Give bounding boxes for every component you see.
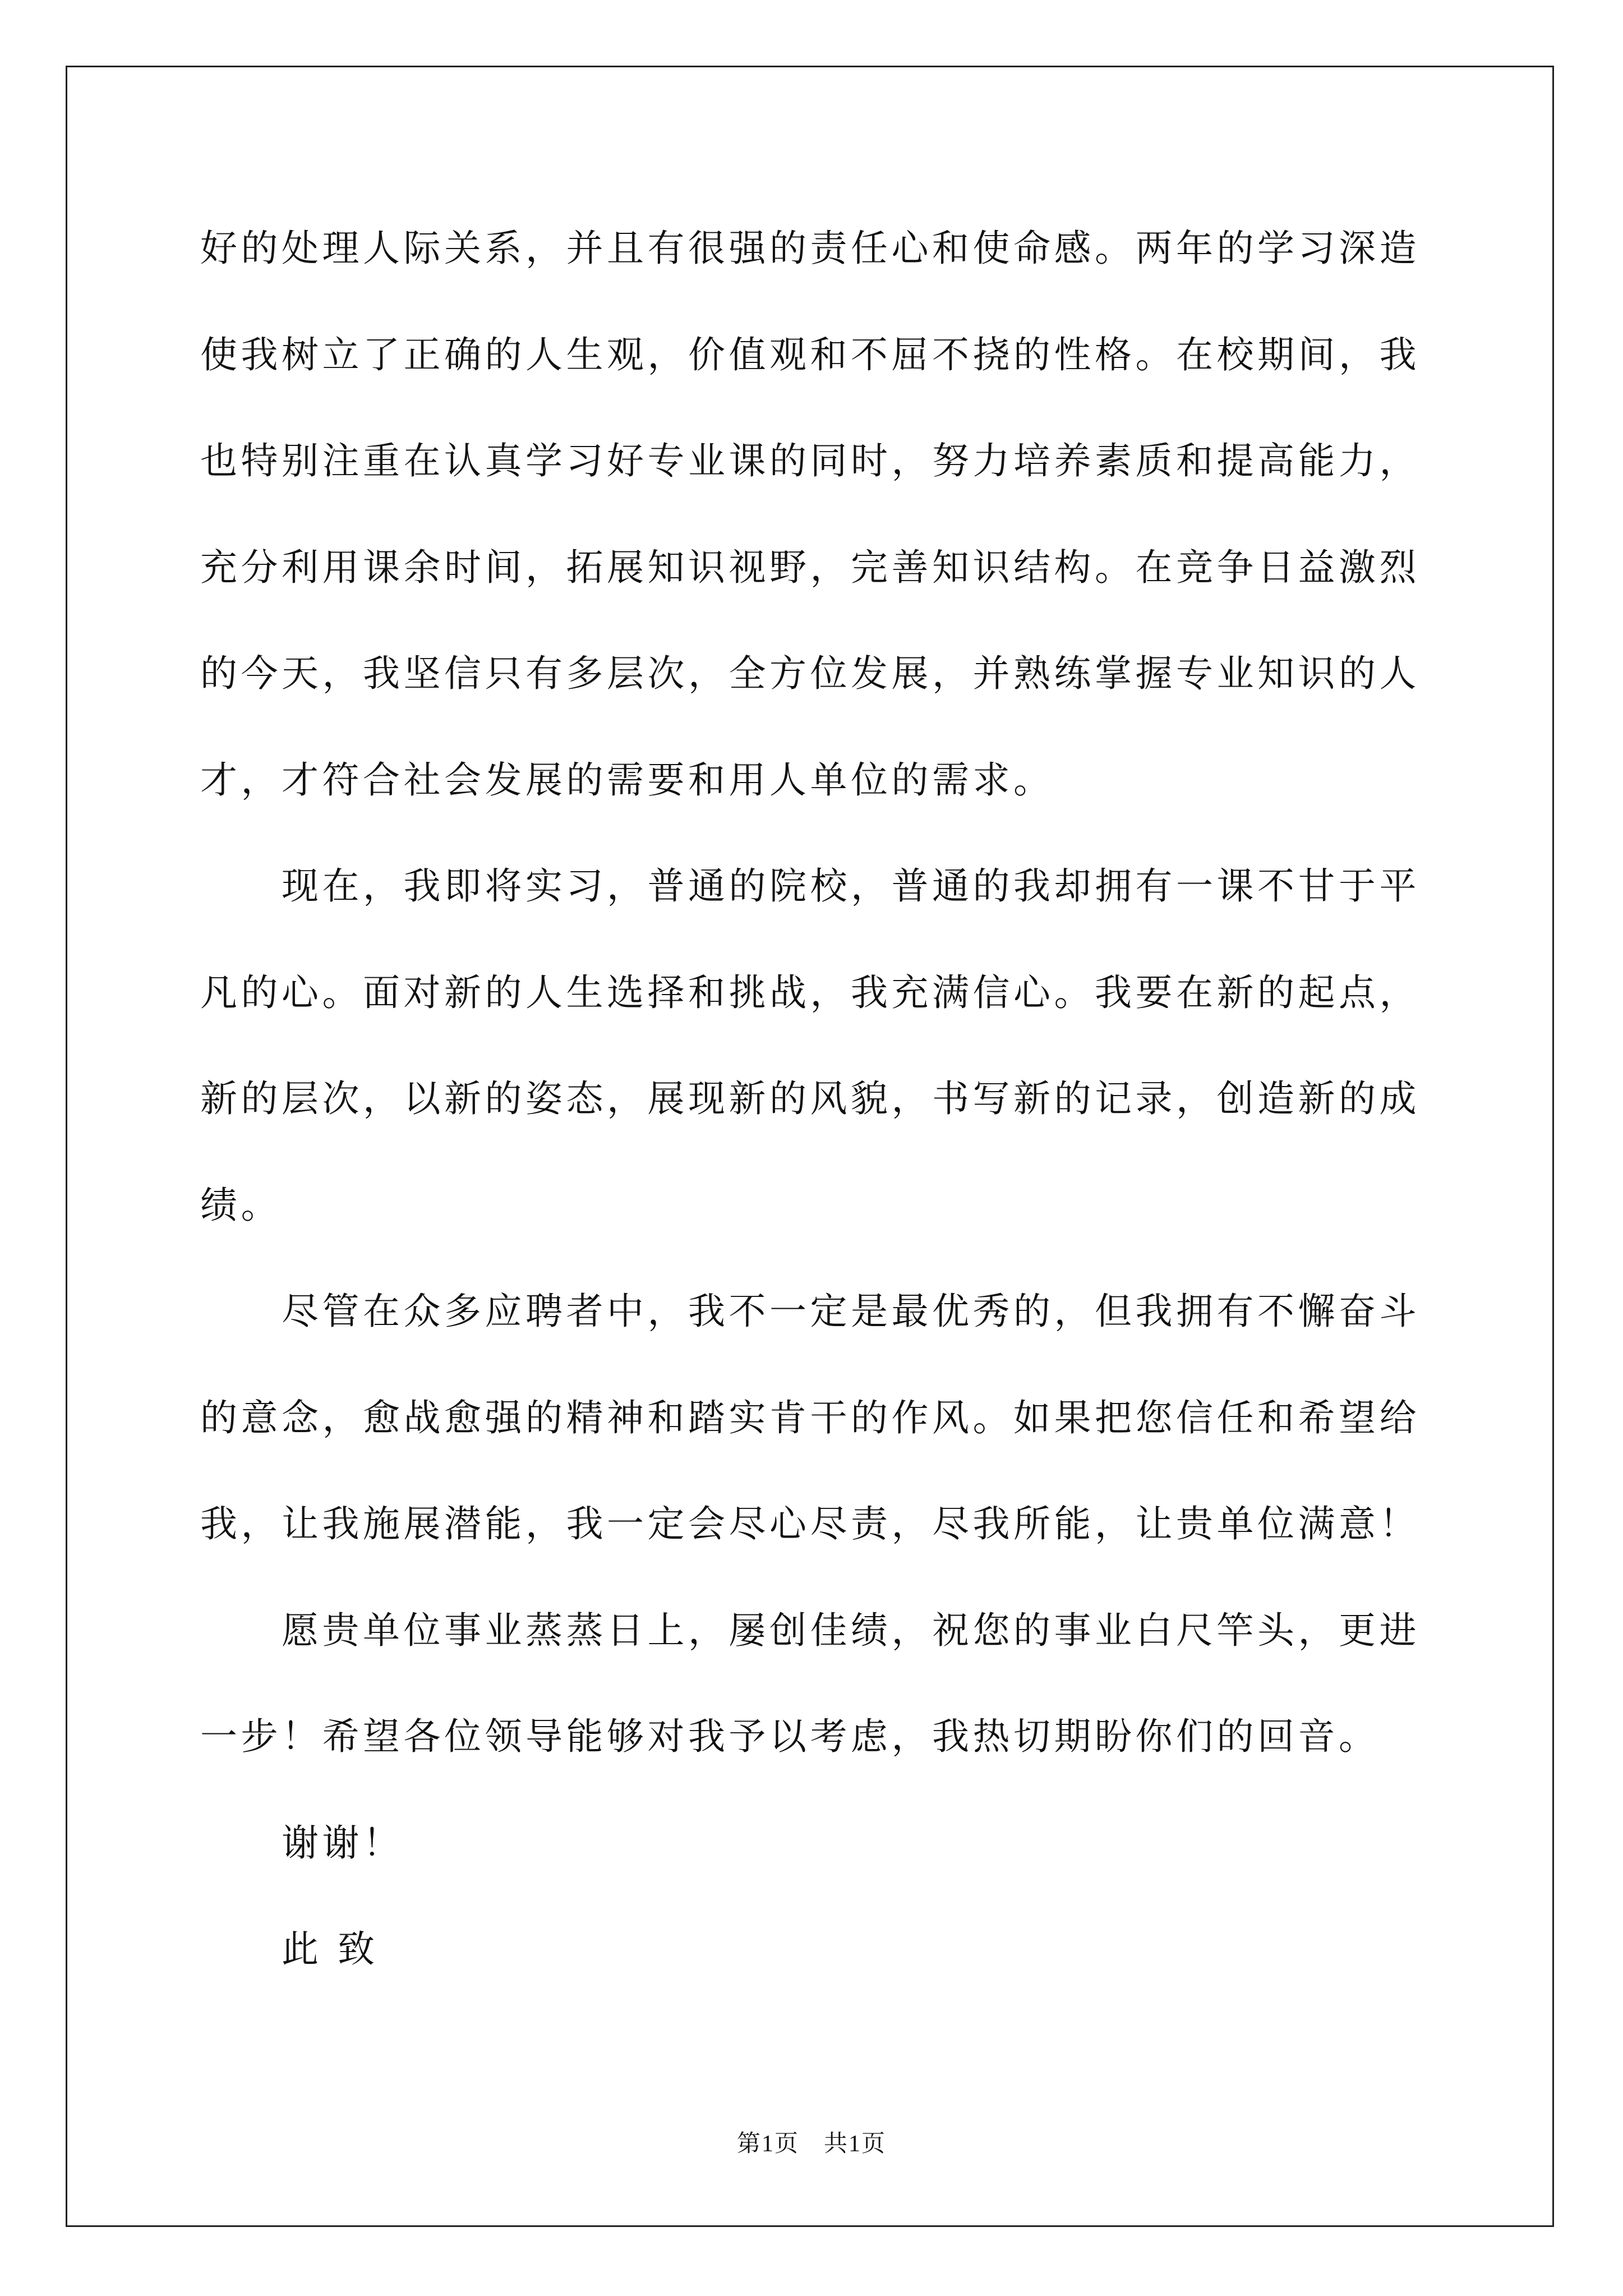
paragraph xyxy=(200,1577,1462,1790)
closing-salutation xyxy=(200,1896,1462,2003)
text-line: 使我树立了正确的人生观，价值观和不屈不挠的性格。在校期间，我 xyxy=(200,333,1420,376)
text-line: 我，让我施展潜能，我一定会尽心尽责，尽我所能，让贵单位满意！ xyxy=(200,1502,1420,1545)
text-line: 一步！希望各位领导能够对我予以考虑，我热切期盼你们的回音。 xyxy=(200,1715,1380,1758)
text-line: 的意念，愈战愈强的精神和踏实肯干的作风。如果把您信任和希望给 xyxy=(200,1396,1420,1439)
text-line: 绩。 xyxy=(200,1183,282,1227)
text-line: 愿贵单位事业蒸蒸日上，屡创佳绩，祝您的事业白尺竿头，更进 xyxy=(282,1608,1420,1652)
text-line: 好的处理人际关系，并且有很强的责任心和使命感。两年的学习深造 xyxy=(200,227,1420,270)
text-line: 此 致 xyxy=(282,1927,379,1971)
paragraph xyxy=(200,833,1462,1258)
text-line: 凡的心。面对新的人生选择和挑战，我充满信心。我要在新的起点， xyxy=(200,970,1420,1014)
text-line: 的今天，我坚信只有多层次，全方位发展，并熟练掌握专业知识的人 xyxy=(200,652,1420,695)
document-body xyxy=(200,195,1462,2003)
text-line: 才，才符合社会发展的需要和用人单位的需求。 xyxy=(200,758,1054,802)
paragraph xyxy=(200,1258,1462,1577)
paragraph-continued xyxy=(200,195,1462,833)
closing-thanks xyxy=(200,1790,1462,1897)
text-line: 尽管在众多应聘者中，我不一定是最优秀的，但我拥有不懈奋斗 xyxy=(282,1290,1420,1333)
text-line: 也特别注重在认真学习好专业课的同时，努力培养素质和提高能力， xyxy=(200,439,1420,482)
page-number: 第1页 共1页 xyxy=(736,2131,886,2157)
text-line: 新的层次，以新的姿态，展现新的风貌，书写新的记录，创造新的成 xyxy=(200,1077,1420,1120)
text-line: 谢谢！ xyxy=(282,1821,404,1865)
text-line: 充分利用课余时间，拓展知识视野，完善知识结构。在竞争日益激烈 xyxy=(200,545,1420,589)
text-line: 现在，我即将实习，普通的院校，普通的我却拥有一课不甘于平 xyxy=(282,864,1420,908)
